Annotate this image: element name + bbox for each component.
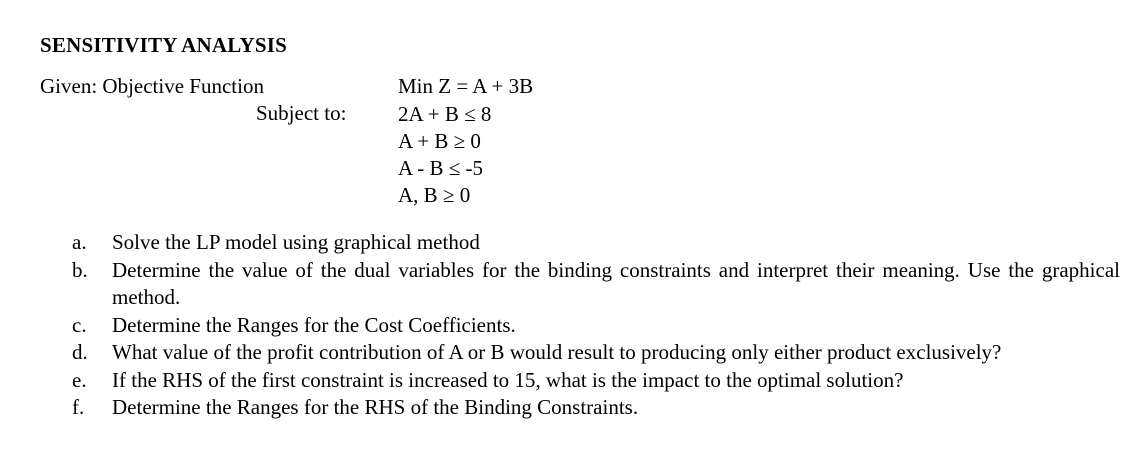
question-item: [72, 394, 1120, 422]
question-letter: a.: [72, 230, 87, 254]
question-item: [72, 367, 1120, 395]
question-letter: b.: [72, 257, 88, 282]
question-text: If the RHS of the first constraint is increased to 15, what is the impact to the optimal solution?: [112, 367, 904, 392]
question-item: [72, 312, 1120, 340]
question-letter: e.: [72, 367, 87, 392]
question-item: [72, 339, 1120, 367]
question-list: [72, 229, 1120, 422]
given-label: Given: Objective Function: [40, 74, 264, 98]
question-item: [72, 229, 1120, 257]
document-title: SENSITIVITY ANALYSIS: [40, 33, 287, 57]
question-letter: c.: [72, 312, 87, 337]
constraint-item: A - B ≤ -5: [398, 156, 484, 180]
subject-to-label: Subject to:: [256, 101, 347, 125]
objective-function: Min Z = A + 3B: [398, 74, 534, 98]
question-text: Determine the Ranges for the Cost Coefficients.: [112, 312, 516, 337]
constraint-item: 2A + B ≤ 8: [398, 102, 492, 126]
constraint-item: A, B ≥ 0: [398, 183, 471, 207]
question-letter: d.: [72, 340, 88, 364]
question-text: Solve the LP model using graphical method: [112, 230, 480, 254]
question-text: What value of the profit contribution of A or B would result to producing only either product exclusively?: [112, 340, 1002, 364]
question-letter: f.: [72, 395, 85, 419]
constraint-item: A + B ≥ 0: [398, 129, 481, 153]
question-item: [72, 257, 1120, 312]
question-text: Determine the Ranges for the RHS of the Binding Constraints.: [112, 395, 639, 419]
constraint-list: [398, 101, 491, 209]
question-text: Determine the value of the dual variables for the binding constraints and interpret their meaning. Use the graphical method.: [112, 257, 1120, 309]
